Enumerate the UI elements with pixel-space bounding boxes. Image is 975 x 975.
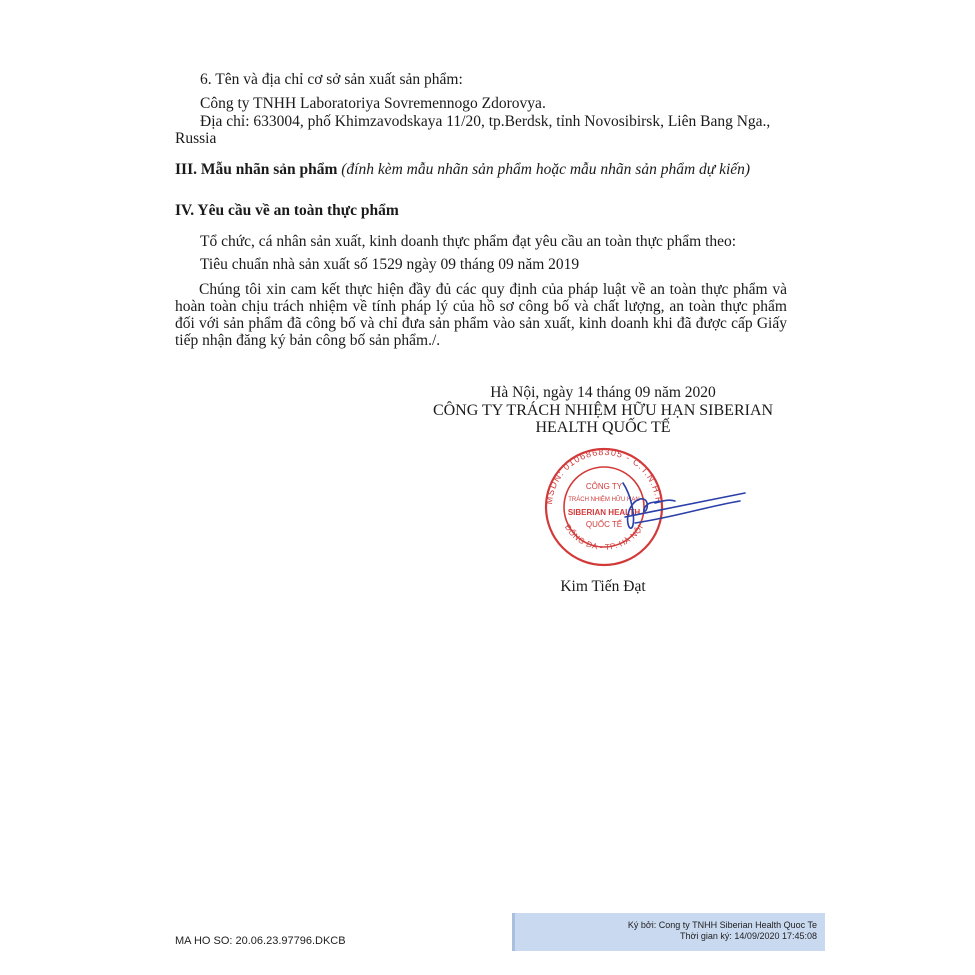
digital-signature-box: [512, 913, 825, 951]
signed-by: Ký bởi: Cong ty TNHH Siberian Health Quoc Te: [627, 920, 817, 930]
file-code: MA HO SO: 20.06.23.97796.DKCB: [175, 935, 346, 947]
stamp-line-1: CÔNG TY: [585, 482, 623, 491]
section-6-heading: 6. Tên và địa chỉ cơ sở sản xuất sản phẩm:: [200, 71, 463, 88]
stamp-line-3: SIBERIAN HEALTH: [567, 508, 641, 517]
stamp-and-signature: [535, 445, 750, 570]
manufacturer-address: Địa chỉ: 633004, phố Khimzavodskaya 11/20, tp.Berdsk, tỉnh Novosibirsk, Liên Bang Nga.,: [200, 113, 771, 130]
stamp-line-2: TRÁCH NHIỆM HỮU HẠN: [568, 497, 640, 503]
section-3-note: (đính kèm mẫu nhãn sản phẩm hoặc mẫu nhãn sản phẩm dự kiến): [341, 161, 751, 178]
stamp-line-4: QUỐC TẾ: [585, 520, 623, 529]
signed-time: Thời gian ký: 14/09/2020 17:45:08: [680, 931, 817, 941]
company-name-line1: CÔNG TY TRÁCH NHIỆM HỮU HẠN SIBERIAN: [432, 402, 774, 419]
stamp-outer-text: MSDN: 0106868305 - C.T.N.H.H: [543, 446, 665, 505]
commitment-paragraph: Chúng tôi xin cam kết thực hiện đầy đủ các quy định của pháp luật về an toàn thực phẩm và hoàn toàn chịu trách nhiệm về tính pháp lý của hồ sơ công bố và chất lượng, an toàn thực phẩm đối với sản phẩm đã công bố và chỉ đưa sản phẩm vào sản xuất, kinh doanh khi đã được cấp Giấy tiếp nhận đăng ký bản công bố sản phẩm./.: [175, 281, 787, 349]
manufacturer-name: Công ty TNHH Laboratoriya Sovremennogo Zdorovya.: [200, 95, 546, 112]
stamp-bottom-text: ĐỐNG ĐA - TP. HÀ NỘI: [562, 522, 646, 552]
safety-standard-line: Tiêu chuẩn nhà sản xuất số 1529 ngày 09 tháng 09 năm 2019: [200, 256, 580, 273]
place-date: Hà Nội, ngày 14 tháng 09 năm 2020: [490, 384, 716, 401]
company-seal-icon: [535, 445, 750, 570]
manufacturer-country: Russia: [175, 130, 217, 147]
signer-name: Kim Tiến Đạt: [560, 578, 646, 595]
section-3-heading: III. Mẫu nhãn sản phẩm: [175, 161, 338, 178]
section-4-heading: IV. Yêu cầu về an toàn thực phẩm: [175, 202, 399, 219]
safety-requirement-line: Tổ chức, cá nhân sản xuất, kinh doanh thực phẩm đạt yêu cầu an toàn thực phẩm theo:: [200, 233, 737, 250]
section-3: [175, 161, 750, 179]
company-name-line2: HEALTH QUỐC TẾ: [535, 419, 671, 436]
handwritten-signature: [623, 483, 745, 528]
